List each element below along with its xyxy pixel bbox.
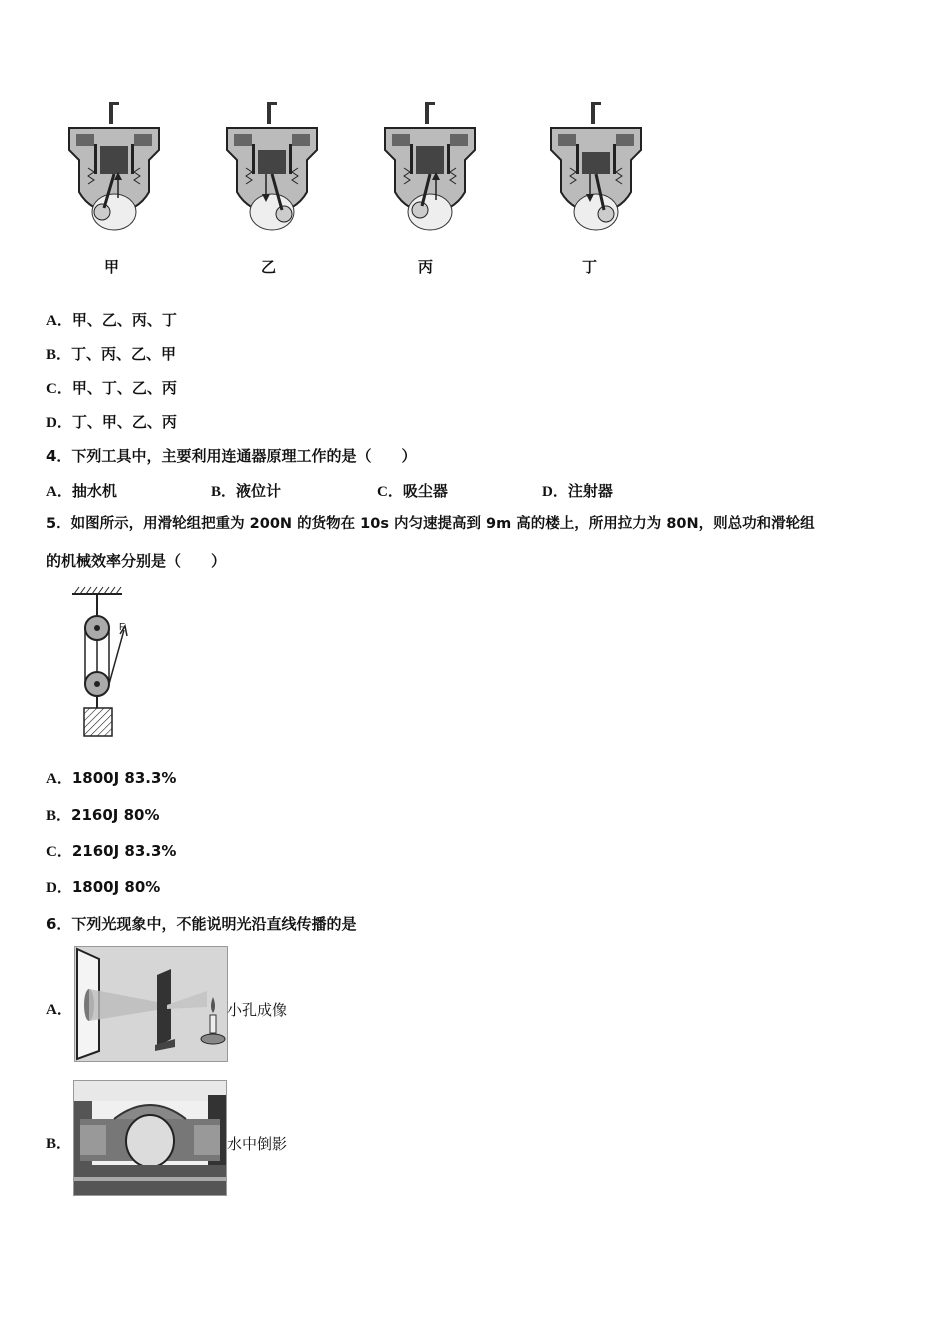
option-c[interactable]: C．甲、丁、乙、丙 xyxy=(46,379,177,397)
option-c[interactable]: C．2160J 83.3% xyxy=(46,842,177,860)
q5-question-line2: 的机械效率分别是（ ） xyxy=(46,552,227,570)
option-d[interactable]: D．1800J 80% xyxy=(46,878,161,896)
option-letter: A． xyxy=(46,1002,72,1018)
engine-diagram-bing xyxy=(380,100,480,250)
option-b[interactable]: B．丁、丙、乙、甲 xyxy=(46,345,177,363)
engine-diagram-ding xyxy=(546,100,646,250)
option-a[interactable]: A．1800J 83.3% xyxy=(46,769,177,787)
engine-label: 丙 xyxy=(418,258,434,276)
engine-label: 乙 xyxy=(261,258,277,276)
cargo-block xyxy=(84,708,112,736)
engine-label: 甲 xyxy=(104,258,120,276)
option-caption: 水中倒影 xyxy=(227,1135,288,1153)
option-d[interactable]: D．注射器 xyxy=(542,482,613,500)
bridge-reflection-image xyxy=(73,1080,227,1196)
force-label: F xyxy=(119,622,126,633)
engine-diagram-jia xyxy=(64,100,164,250)
option-d[interactable]: D．丁、甲、乙、丙 xyxy=(46,413,177,431)
q6-question: 6．下列光现象中，不能说明光沿直线传播的是 xyxy=(46,915,357,933)
engine-diagram-yi xyxy=(222,100,322,250)
engine-label: 丁 xyxy=(582,258,598,276)
option-a[interactable]: A．甲、乙、丙、丁 xyxy=(46,311,177,329)
pinhole-imaging-image xyxy=(74,946,228,1062)
option-b[interactable]: B．2160J 80% xyxy=(46,806,160,824)
option-letter: B． xyxy=(46,1136,72,1152)
option-b[interactable]: B．液位计 xyxy=(211,482,282,500)
option-c[interactable]: C．吸尘器 xyxy=(377,482,448,500)
option-caption: 小孔成像 xyxy=(227,1001,288,1019)
q4-question: 4．下列工具中，主要利用连通器原理工作的是（ ） xyxy=(46,447,417,465)
q5-question-line1: 5．如图所示，用滑轮组把重为 200N 的货物在 10s 内匀速提高到 9m 高的楼上，所用拉力为 80N，则总功和滑轮组 xyxy=(46,516,815,532)
pulley-diagram xyxy=(70,586,140,742)
option-a[interactable]: A．抽水机 xyxy=(46,482,117,500)
